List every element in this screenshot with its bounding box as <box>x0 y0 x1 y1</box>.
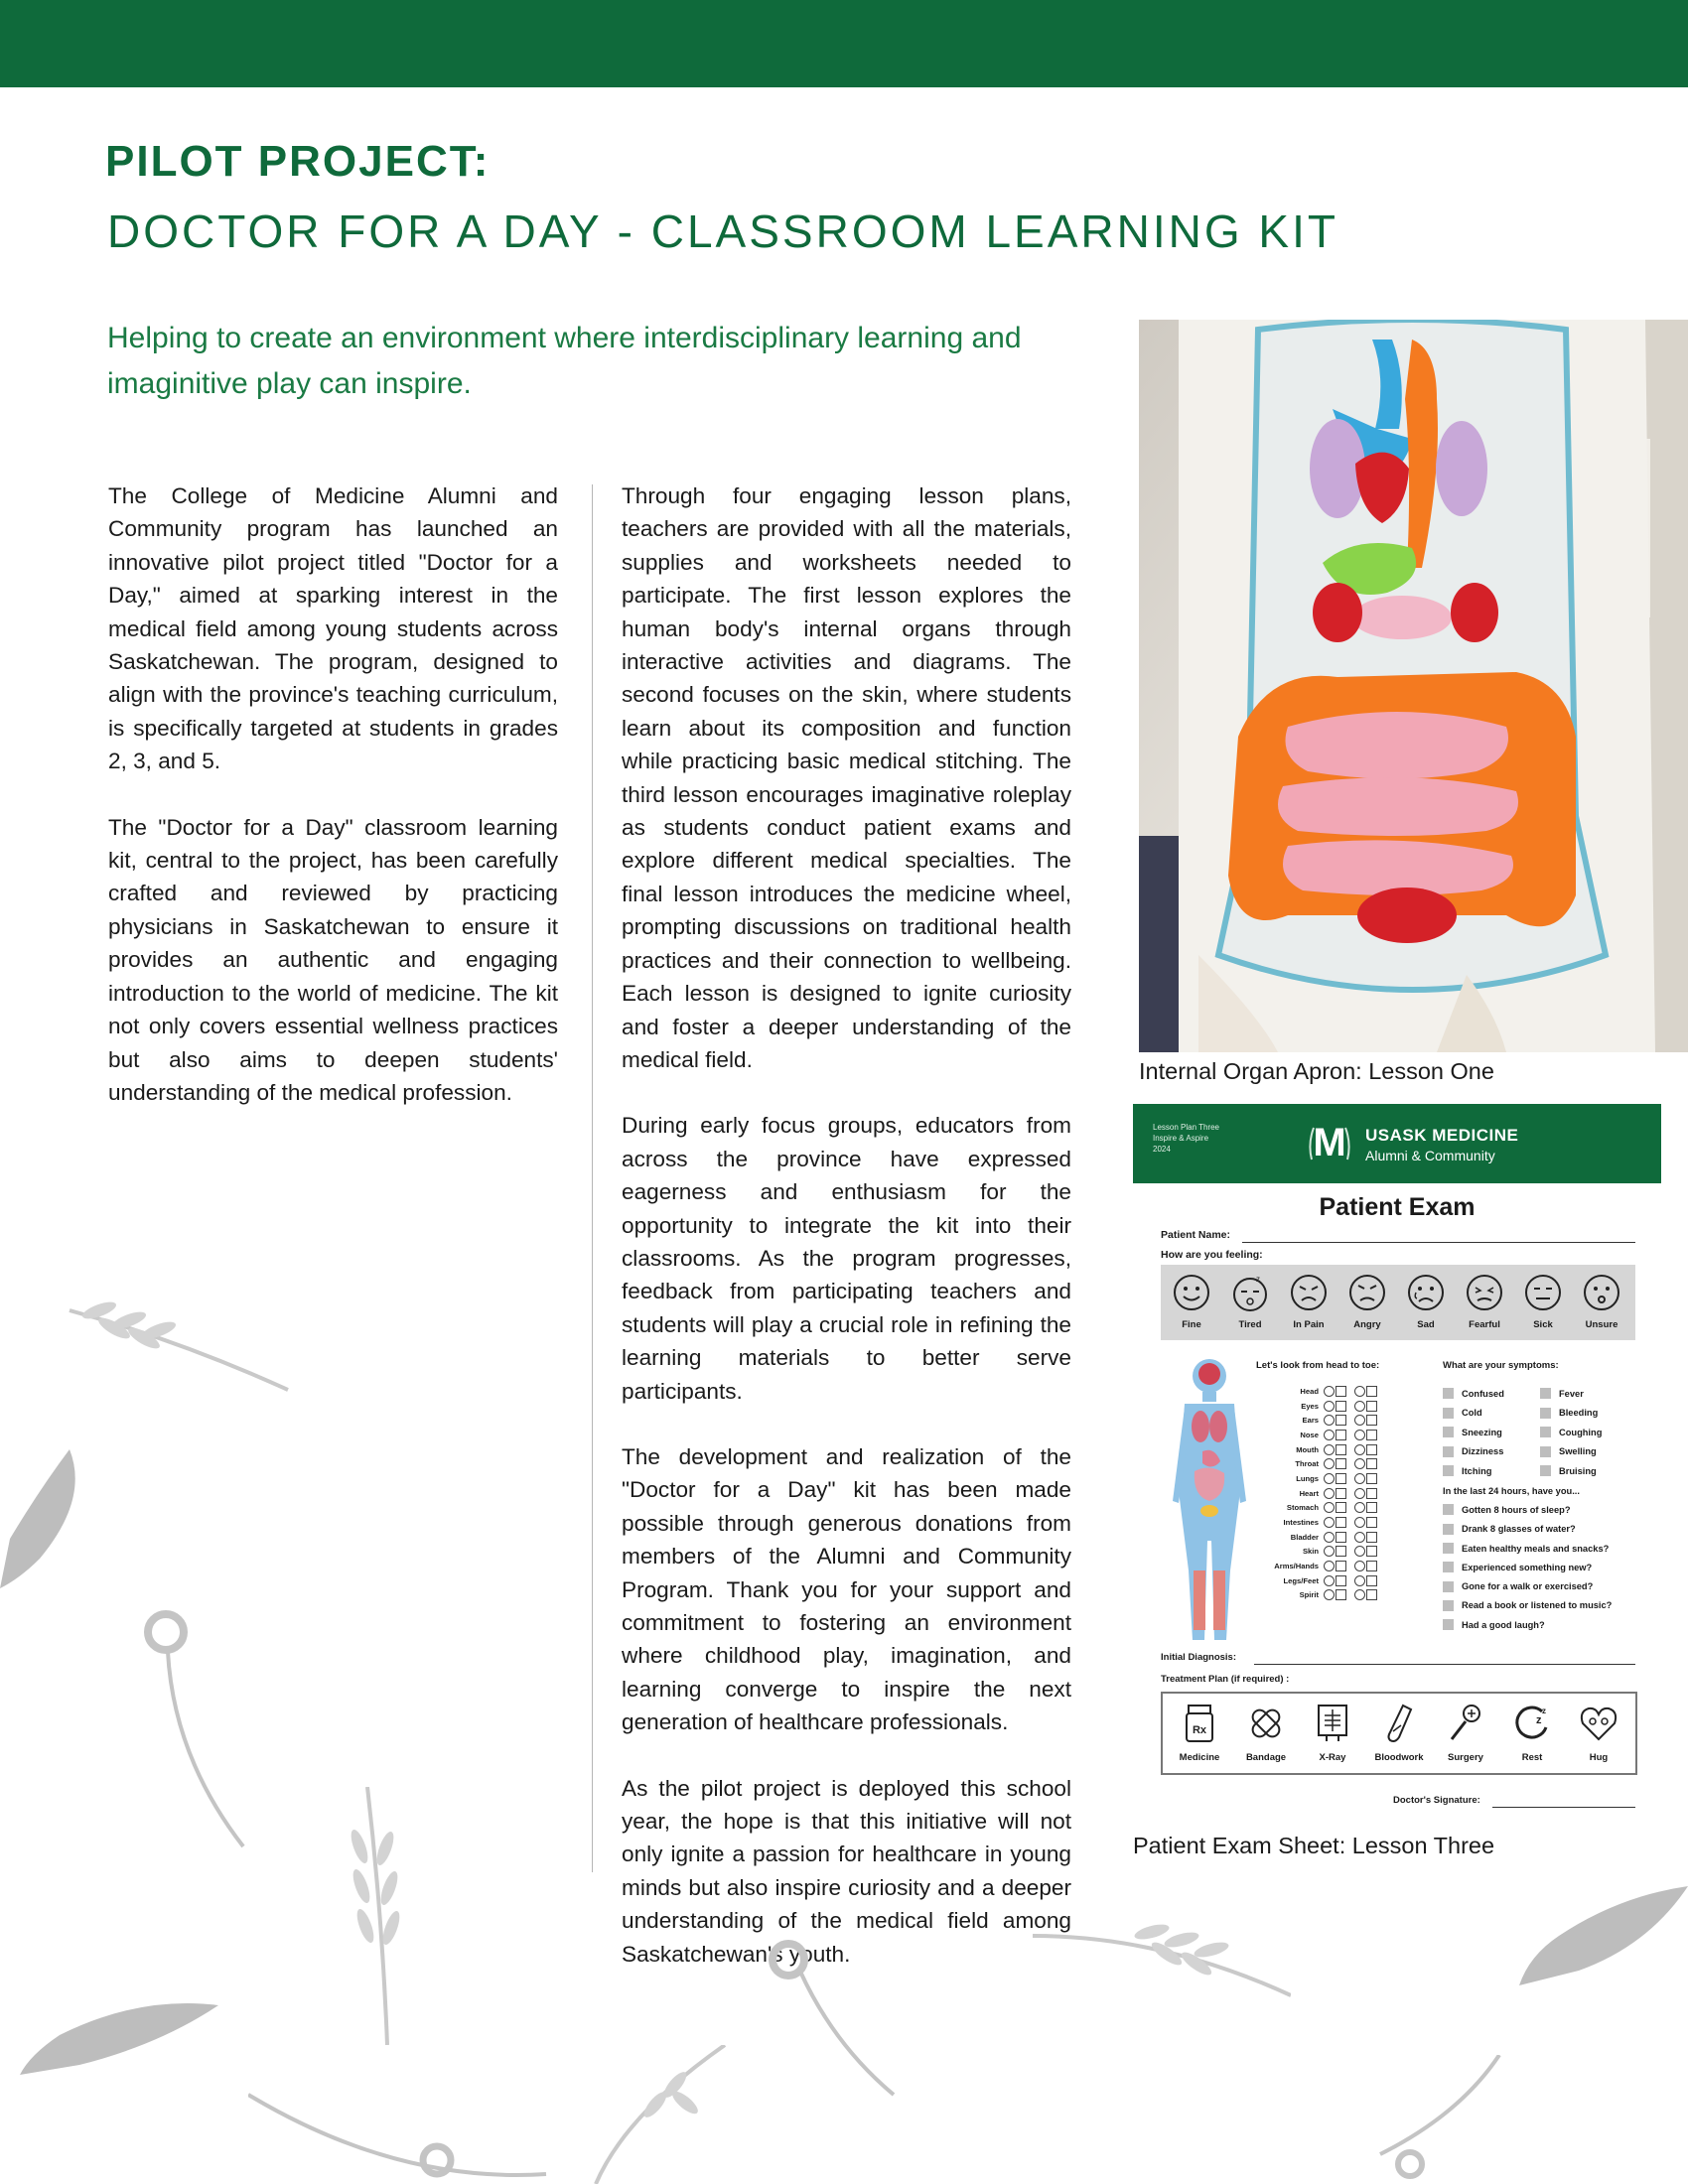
checkbox-icon <box>1443 1581 1454 1592</box>
column-divider <box>592 484 593 1872</box>
page-title: PILOT PROJECT: <box>105 137 491 186</box>
body-check-row: Throat <box>1228 1456 1377 1471</box>
checkbox-icon <box>1540 1427 1551 1437</box>
body-check-row: Intestines <box>1228 1515 1377 1530</box>
sheet-caption: Patient Exam Sheet: Lesson Three <box>1133 1833 1495 1858</box>
symptom-item: Cold <box>1443 1404 1540 1424</box>
tagline: Helping to create an environment where interdisciplinary learning and imaginitive play can inspire. <box>107 322 1022 400</box>
checkbox-icon <box>1540 1388 1551 1399</box>
sad-face-icon <box>1406 1273 1446 1312</box>
treatment-medicine: Rx Medicine <box>1169 1702 1230 1763</box>
feeling-fine: Fine <box>1169 1273 1214 1330</box>
pin-decoration-icon <box>765 1936 904 2105</box>
unsure-face-icon <box>1582 1273 1621 1312</box>
habit-item: Had a good laugh? <box>1443 1615 1651 1634</box>
checkbox-icon <box>1540 1465 1551 1476</box>
svg-text:z: z <box>1256 1275 1260 1284</box>
checkbox-icon <box>1443 1619 1454 1630</box>
symptom-item: Bleeding <box>1540 1404 1637 1424</box>
checkbox-icon <box>1443 1388 1454 1399</box>
feeling-fearful: Fearful <box>1462 1273 1507 1330</box>
symptoms-grid <box>1443 1384 1641 1481</box>
checkbox-icon <box>1443 1465 1454 1476</box>
habit-item: Experienced something new? <box>1443 1558 1651 1576</box>
body-check-list <box>1228 1384 1377 1602</box>
body-check-row: Mouth <box>1228 1442 1377 1457</box>
sheet-lesson-info <box>1153 1122 1219 1155</box>
treatment-label: Treatment Plan (if required) : <box>1161 1674 1290 1685</box>
sheet-header <box>1133 1104 1661 1183</box>
feeling-sick: Sick <box>1520 1273 1566 1330</box>
svg-text:Rx: Rx <box>1192 1724 1207 1736</box>
checkbox-icon <box>1443 1562 1454 1572</box>
header-bar <box>0 0 1688 87</box>
test-tube-icon <box>1379 1702 1419 1745</box>
photo-caption: Internal Organ Apron: Lesson One <box>1139 1058 1494 1084</box>
checkbox-icon <box>1443 1543 1454 1554</box>
feather-decoration-icon <box>0 1449 99 1588</box>
pain-face-icon <box>1289 1273 1329 1312</box>
symptoms-label: What are your symptoms: <box>1443 1360 1559 1371</box>
signature-line <box>1492 1807 1635 1808</box>
checkbox-icon <box>1443 1427 1454 1437</box>
checkbox-icon <box>1443 1524 1454 1535</box>
xray-icon <box>1313 1702 1352 1745</box>
svg-text:z: z <box>1536 1714 1542 1726</box>
body-check-row: Nose <box>1228 1428 1377 1442</box>
feelings-row <box>1161 1265 1635 1340</box>
feeling-tired: z Tired <box>1227 1273 1273 1330</box>
paragraph: Through four engaging lesson plans, teachers are provided with all the materials, supplies and worksheets needed to participate. The first lesson explores the human body's internal organs through interactive activities and diagrams. The second focuses on the skin, where students learn about its composition and function while practicing basic medical stitching. The third lesson encourages imaginative roleplay as students conduct patient exams and explore different medical specialties. The final lesson introduces the medicine wheel, prompting discussions on traditional health practices and their connection to wellbeing. Each lesson is designed to ignite curiosity and foster a deeper understanding of the medical field. <box>622 483 1071 1072</box>
rest-clock-icon <box>1512 1702 1552 1745</box>
pin-decoration-icon <box>1370 2055 1509 2184</box>
symptom-item: Itching <box>1443 1461 1540 1481</box>
symptom-item: Fever <box>1540 1384 1637 1404</box>
medicine-bottle-icon <box>1180 1702 1219 1745</box>
angry-face-icon <box>1347 1273 1387 1312</box>
sheet-lesson-label: Lesson Plan Three <box>1153 1123 1220 1132</box>
sheet-brand-subtitle: Alumni & Community <box>1365 1148 1495 1163</box>
logo-letter: M <box>1313 1121 1346 1164</box>
organ-apron-photo <box>1139 320 1688 1052</box>
page-subtitle: DOCTOR FOR A DAY - CLASSROOM LEARNING KIT <box>107 205 1338 257</box>
patient-name-label: Patient Name: <box>1161 1229 1231 1241</box>
last-24-hours-list <box>1443 1481 1651 1634</box>
article-column-1 <box>108 479 558 1142</box>
body-check-row: Legs/Feet <box>1228 1573 1377 1588</box>
treatment-plan-box <box>1161 1692 1637 1775</box>
symptom-item: Coughing <box>1540 1423 1637 1442</box>
body-check-row: Lungs <box>1228 1471 1377 1486</box>
symptom-item: Bruising <box>1540 1461 1637 1481</box>
body-check-row: Ears <box>1228 1413 1377 1428</box>
treatment-xray: X-Ray <box>1302 1702 1363 1763</box>
symptom-item: Sneezing <box>1443 1423 1540 1442</box>
diagnosis-label: Initial Diagnosis: <box>1161 1652 1237 1663</box>
bandage-icon <box>1244 1702 1288 1745</box>
feeling-sad: Sad <box>1403 1273 1449 1330</box>
body-check-row: Bladder <box>1228 1530 1377 1545</box>
feather-decoration-icon <box>20 1995 218 2075</box>
symptom-item: Dizziness <box>1443 1442 1540 1462</box>
signature-label: Doctor's Signature: <box>1393 1795 1480 1806</box>
smile-face-icon <box>1172 1273 1211 1312</box>
last-24-label: In the last 24 hours, have you... <box>1443 1485 1580 1496</box>
paragraph: The "Doctor for a Day" classroom learning kit, central to the project, has been carefully crafted and reviewed by practicing physicians in Saskatchewan to ensure it provides an authentic and engaging introduction to the world of medicine. The kit not only covers essential wellness practices but also aims to deepen students' understanding of the medical profession. <box>108 814 558 1105</box>
diagnosis-line <box>1254 1664 1635 1665</box>
sheet-year-label: 2024 <box>1153 1145 1171 1154</box>
heart-hug-icon <box>1577 1702 1620 1745</box>
symptom-item: Swelling <box>1540 1442 1637 1462</box>
checkbox-icon <box>1443 1504 1454 1515</box>
wheat-decoration-icon <box>60 1281 298 1400</box>
checkbox-icon <box>1443 1600 1454 1611</box>
treatment-surgery: Surgery <box>1435 1702 1496 1763</box>
checkbox-icon <box>1540 1446 1551 1457</box>
usask-logo-icon <box>1302 1114 1357 1169</box>
body-check-row: Arms/Hands <box>1228 1559 1377 1573</box>
pin-decoration-icon <box>248 2065 566 2184</box>
wheat-decoration-icon <box>328 1787 437 2045</box>
wheat-decoration-icon <box>586 2045 735 2184</box>
body-check-row: Skin <box>1228 1545 1377 1560</box>
scalpel-icon <box>1446 1702 1485 1745</box>
tired-face-icon <box>1230 1273 1270 1312</box>
head-to-toe-label: Let's look from head to toe: <box>1256 1360 1380 1371</box>
sick-face-icon <box>1523 1273 1563 1312</box>
svg-text:z: z <box>1542 1706 1546 1715</box>
feeling-angry: Angry <box>1344 1273 1390 1330</box>
article-column-2 <box>622 479 1071 2003</box>
feeling-unsure: Unsure <box>1579 1273 1624 1330</box>
checkbox-icon <box>1443 1446 1454 1457</box>
patient-name-line <box>1242 1242 1635 1243</box>
feeling-label: How are you feeling: <box>1161 1249 1263 1261</box>
sheet-brand: USASK MEDICINE <box>1365 1126 1519 1145</box>
body-check-row: Head <box>1228 1384 1377 1399</box>
symptom-item: Confused <box>1443 1384 1540 1404</box>
feeling-in-pain: In Pain <box>1286 1273 1332 1330</box>
wheat-decoration-icon <box>1033 1906 1291 2005</box>
habit-item: Gotten 8 hours of sleep? <box>1443 1500 1651 1519</box>
body-check-row: Heart <box>1228 1486 1377 1501</box>
feather-decoration-icon <box>1519 1886 1688 1985</box>
pin-decoration-icon <box>134 1598 263 1856</box>
treatment-rest: z z Rest <box>1501 1702 1563 1763</box>
checkbox-icon <box>1443 1408 1454 1419</box>
paragraph: The College of Medicine Alumni and Community program has launched an innovative pilot project titled "Doctor for a Day," aimed at sparking interest in the medical field among young students across Saskatchewan. The program, designed to align with the province's teaching curriculum, is specifically targeted at students in grades 2, 3, and 5. <box>108 483 558 774</box>
patient-exam-sheet <box>1133 1104 1661 1823</box>
paragraph: As the pilot project is deployed this school year, the hope is that this initiative will not only ignite a passion for healthcare in young minds but also inspire curiosity and a deeper understanding of the medical field among Saskatchewan's youth. <box>622 1775 1071 1967</box>
habit-item: Eaten healthy meals and snacks? <box>1443 1539 1651 1558</box>
fearful-face-icon <box>1465 1273 1504 1312</box>
paragraph: The development and realization of the "Doctor for a Day" kit has been made possible through generous donations from members of the Alumni and Community Program. Thank you for your support and commitment to fostering an environment where childhood play, imagination, and learning converge to inspire the next generation of healthcare professionals. <box>622 1443 1071 1735</box>
checkbox-icon <box>1540 1408 1551 1419</box>
treatment-bandage: Bandage <box>1235 1702 1297 1763</box>
sheet-program-label: Inspire & Aspire <box>1153 1134 1209 1143</box>
sheet-title: Patient Exam <box>1319 1193 1476 1221</box>
body-check-row: Spirit <box>1228 1588 1377 1603</box>
treatment-bloodwork: Bloodwork <box>1368 1702 1430 1763</box>
treatment-hug: Hug <box>1568 1702 1629 1763</box>
body-check-row: Eyes <box>1228 1399 1377 1414</box>
paragraph: During early focus groups, educators from across the province have expressed eagerness and enthusiasm for the opportunity to integrate the kit into their classrooms. As the program progresses, feedback from participating teachers and students will play a crucial role in refining the learning materials to better serve participants. <box>622 1113 1071 1404</box>
body-check-row: Stomach <box>1228 1501 1377 1516</box>
habit-item: Drank 8 glasses of water? <box>1443 1520 1651 1539</box>
habit-item: Gone for a walk or exercised? <box>1443 1576 1651 1595</box>
habit-item: Read a book or listened to music? <box>1443 1596 1651 1615</box>
